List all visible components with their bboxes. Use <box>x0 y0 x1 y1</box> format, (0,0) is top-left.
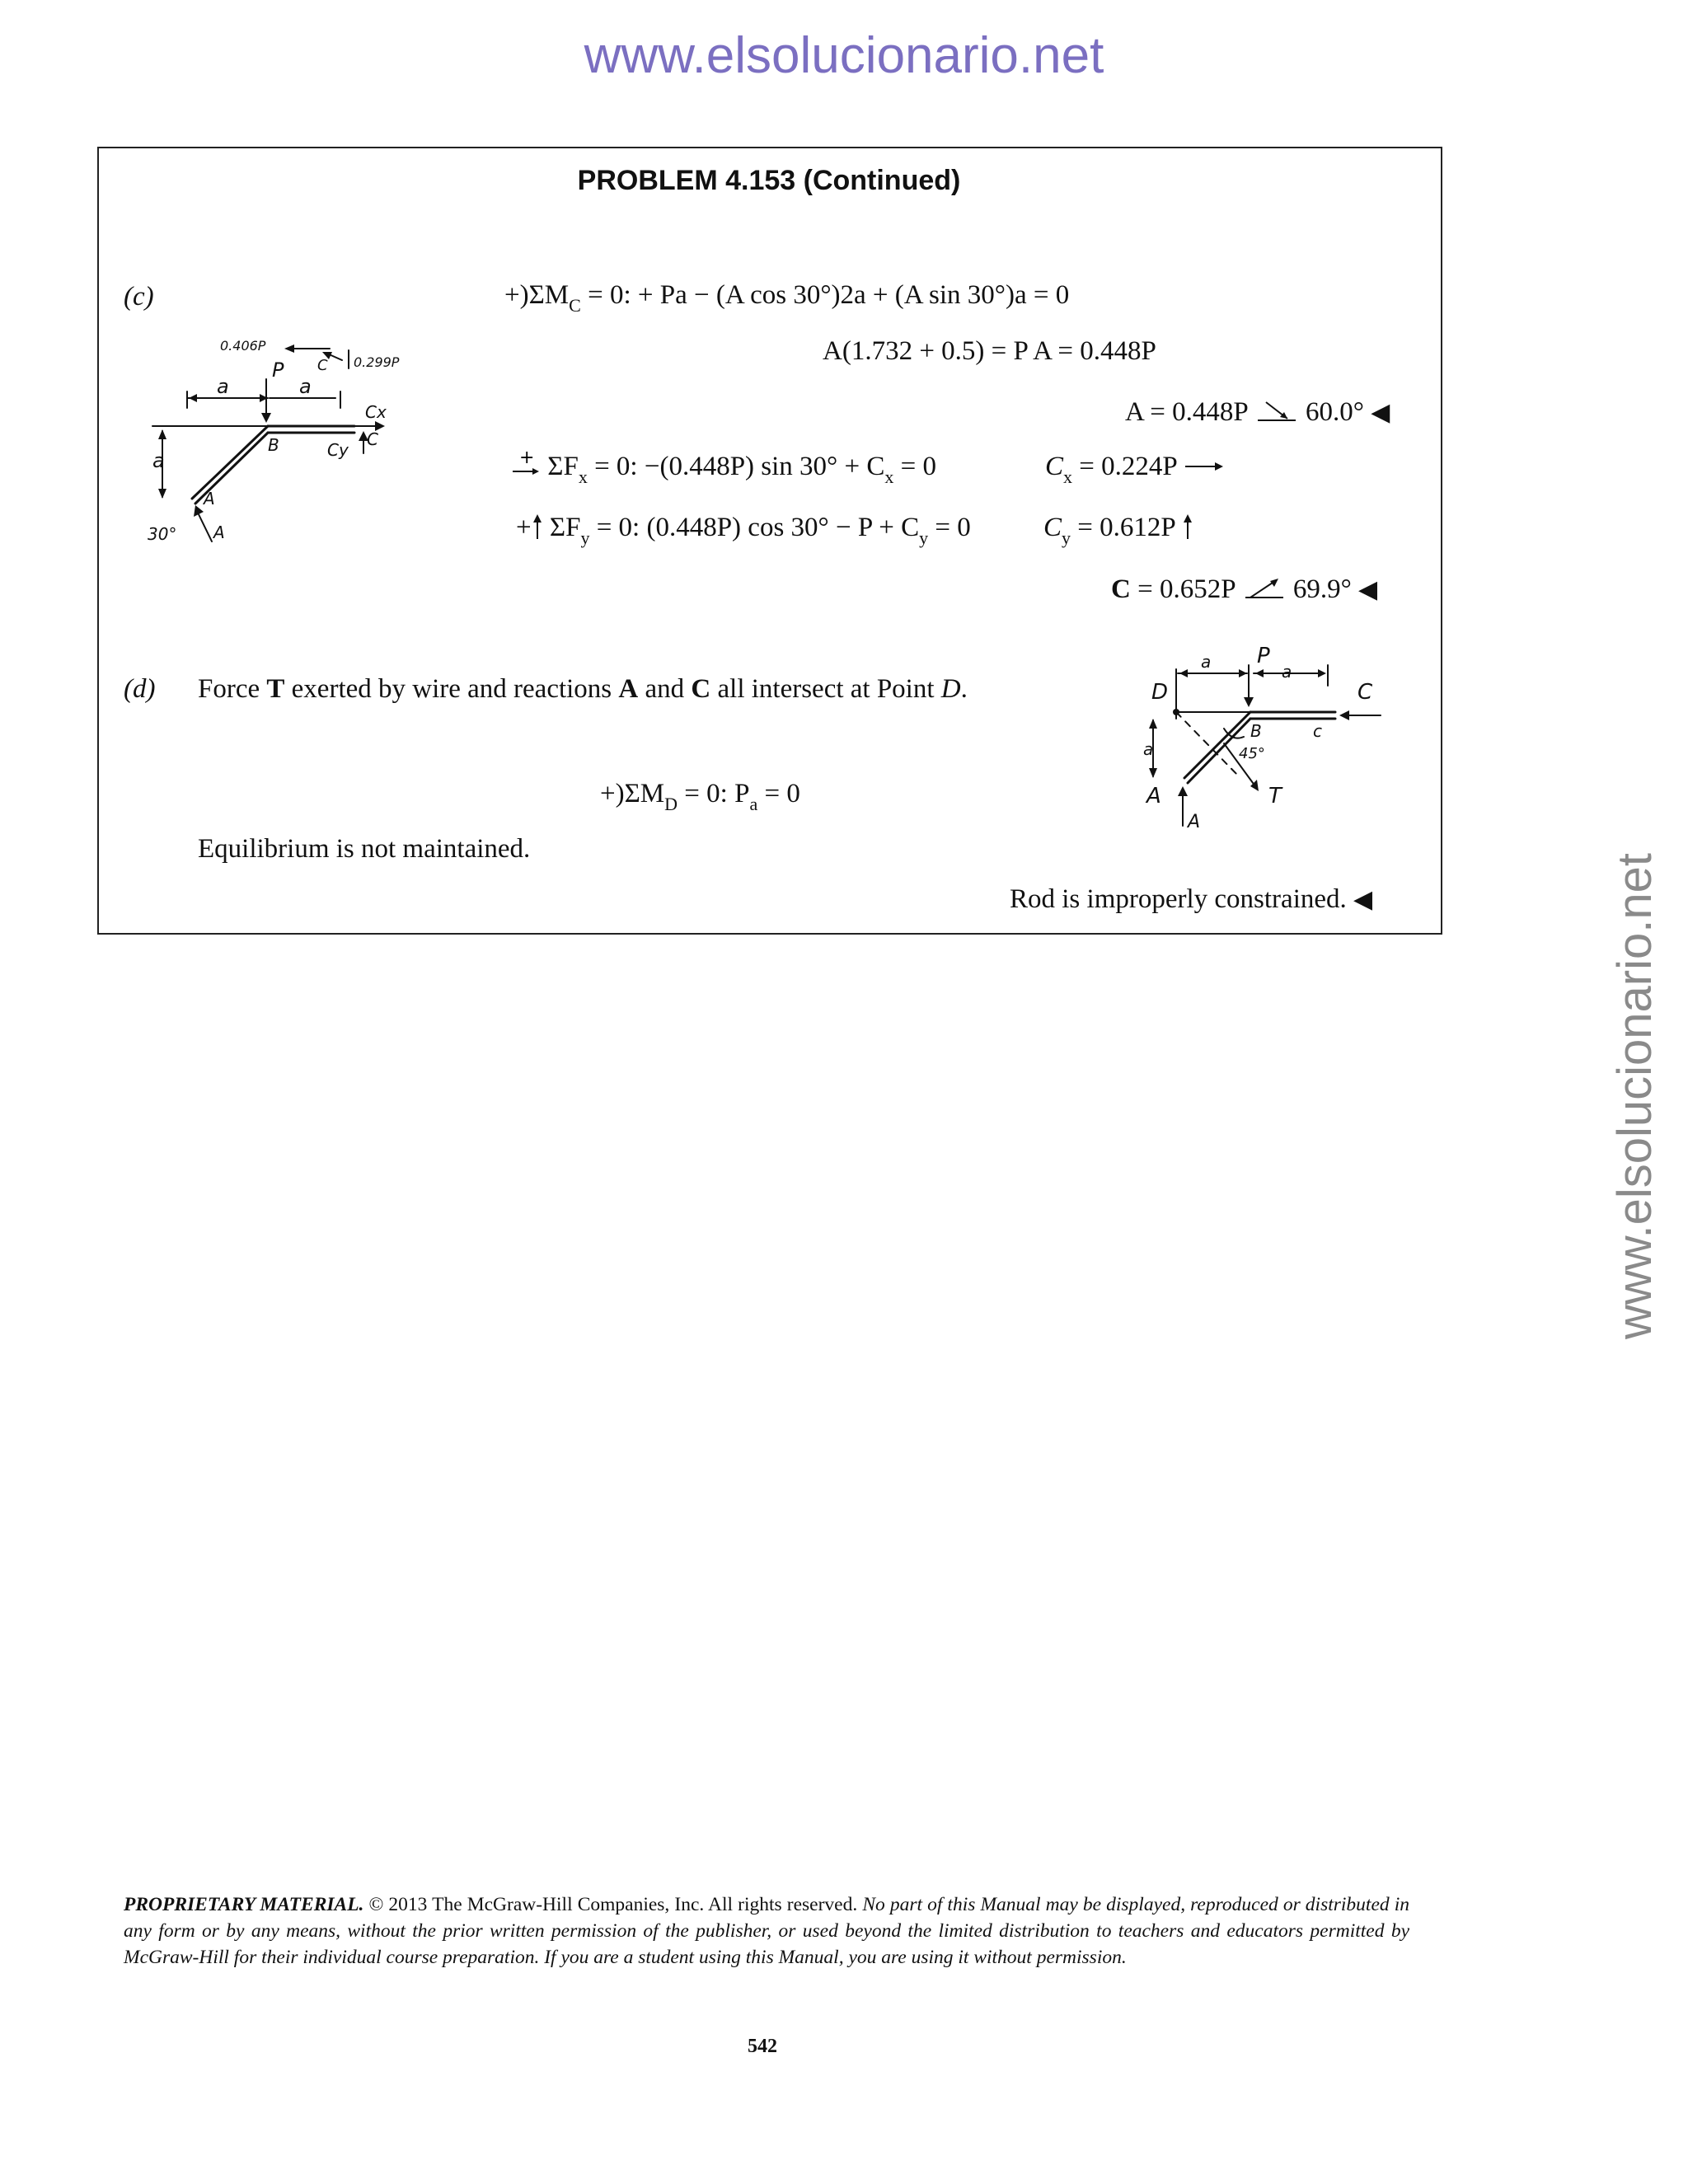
svg-text:a: a <box>1201 652 1212 672</box>
svg-text:B: B <box>268 435 279 455</box>
svg-text:P: P <box>1257 644 1270 668</box>
svg-text:D: D <box>1151 680 1169 705</box>
part-d-statement: Force T exerted by wire and reactions A and C all intersect at Point D. <box>198 674 968 704</box>
svg-text:+: + <box>519 452 535 468</box>
svg-text:C: C <box>367 429 378 449</box>
direction-arrow-icon <box>1254 399 1299 424</box>
cy-result: $C_y = 0.612P$ <box>1043 513 1193 543</box>
svg-text:30°: 30° <box>148 524 177 544</box>
svg-text:0.406P: 0.406P <box>220 338 266 354</box>
part-d-conclusion: Rod is improperly constrained. ◀ <box>1010 884 1373 914</box>
part-d-free-body-diagram <box>1142 644 1405 842</box>
svg-text:0.299P: 0.299P <box>354 354 400 370</box>
svg-text:A: A <box>204 489 215 509</box>
watermark-top: www.elsolucionario.net <box>584 27 1104 84</box>
solve-a-equation: A(1.732 + 0.5) = P A = 0.448P <box>823 336 1156 366</box>
svg-text:T: T <box>1268 784 1282 808</box>
svg-text:A: A <box>1146 784 1161 808</box>
answer-marker-icon: ◀ <box>1371 399 1390 426</box>
equilibrium-note: Equilibrium is not maintained. <box>198 834 531 864</box>
answer-marker-icon: ◀ <box>1353 886 1373 913</box>
svg-text:A: A <box>213 523 225 542</box>
watermark-side: www.elsolucionario.net <box>1608 853 1662 1339</box>
svg-text:c: c <box>1313 721 1322 741</box>
answer-a: A = 0.448P 60.0° ◀ <box>1125 397 1390 427</box>
problem-heading: PROBLEM 4.153 (Continued) <box>577 165 961 196</box>
svg-text:A: A <box>1188 812 1201 832</box>
moment-d-equation: $+)\Sigma M_D = 0$: $P_a = 0$ <box>600 779 800 814</box>
svg-text:Cy: Cy <box>327 440 349 460</box>
positive-x-arrow-icon <box>511 452 541 476</box>
moment-c-equation: $+)\Sigma M_C = 0$: + Pa − (A cos 30°)2a + (A sin 30°)a = 0 <box>504 280 1070 316</box>
svg-text:45°: 45° <box>1239 745 1265 762</box>
svg-text:a: a <box>217 375 229 398</box>
page-number: 542 <box>748 2036 777 2057</box>
svg-text:B: B <box>1250 721 1262 741</box>
answer-c: C = 0.652P 69.9° ◀ <box>1111 574 1378 604</box>
copyright-notice: PROPRIETARY MATERIAL. © 2013 The McGraw-Hill Companies, Inc. All rights reserved. No part of this Manual may be displayed, reproduced or distributed in any form or by any means, without the prior written permission of the publisher, or used beyond the limited distribution to teachers and educators permitted by McGraw-Hill for their individual course preparation. If you are a student using this Manual, you are using it without permission. <box>124 1894 1409 1968</box>
answer-marker-icon: ◀ <box>1358 576 1378 603</box>
direction-arrow-icon <box>1242 576 1287 601</box>
svg-text:a: a <box>1143 739 1154 759</box>
svg-text:C: C <box>1357 680 1373 705</box>
sum-fy-equation: + $\Sigma F_y = 0$: (0.448P) $\cos 30^\circ - P + C_y = 0$ <box>516 513 971 548</box>
svg-text:P: P <box>272 359 284 382</box>
right-arrow-icon <box>1184 458 1225 475</box>
part-c-free-body-diagram <box>144 334 507 556</box>
part-d-label: (d) <box>124 674 156 704</box>
up-arrow-icon <box>1182 513 1193 541</box>
svg-text:C: C <box>317 357 328 374</box>
svg-text:a: a <box>299 375 312 398</box>
svg-text:a: a <box>1282 662 1292 682</box>
svg-text:Cx: Cx <box>365 402 387 422</box>
up-arrow-icon <box>532 513 543 541</box>
part-c-label: (c) <box>124 282 154 312</box>
svg-text:a: a <box>152 449 165 472</box>
cx-result: $C_x = 0.224P$ <box>1045 452 1225 482</box>
sum-fx-equation: + $\Sigma F_x = 0$: −(0.448P) $\sin 30^\circ + C_x = 0$ <box>511 452 936 482</box>
